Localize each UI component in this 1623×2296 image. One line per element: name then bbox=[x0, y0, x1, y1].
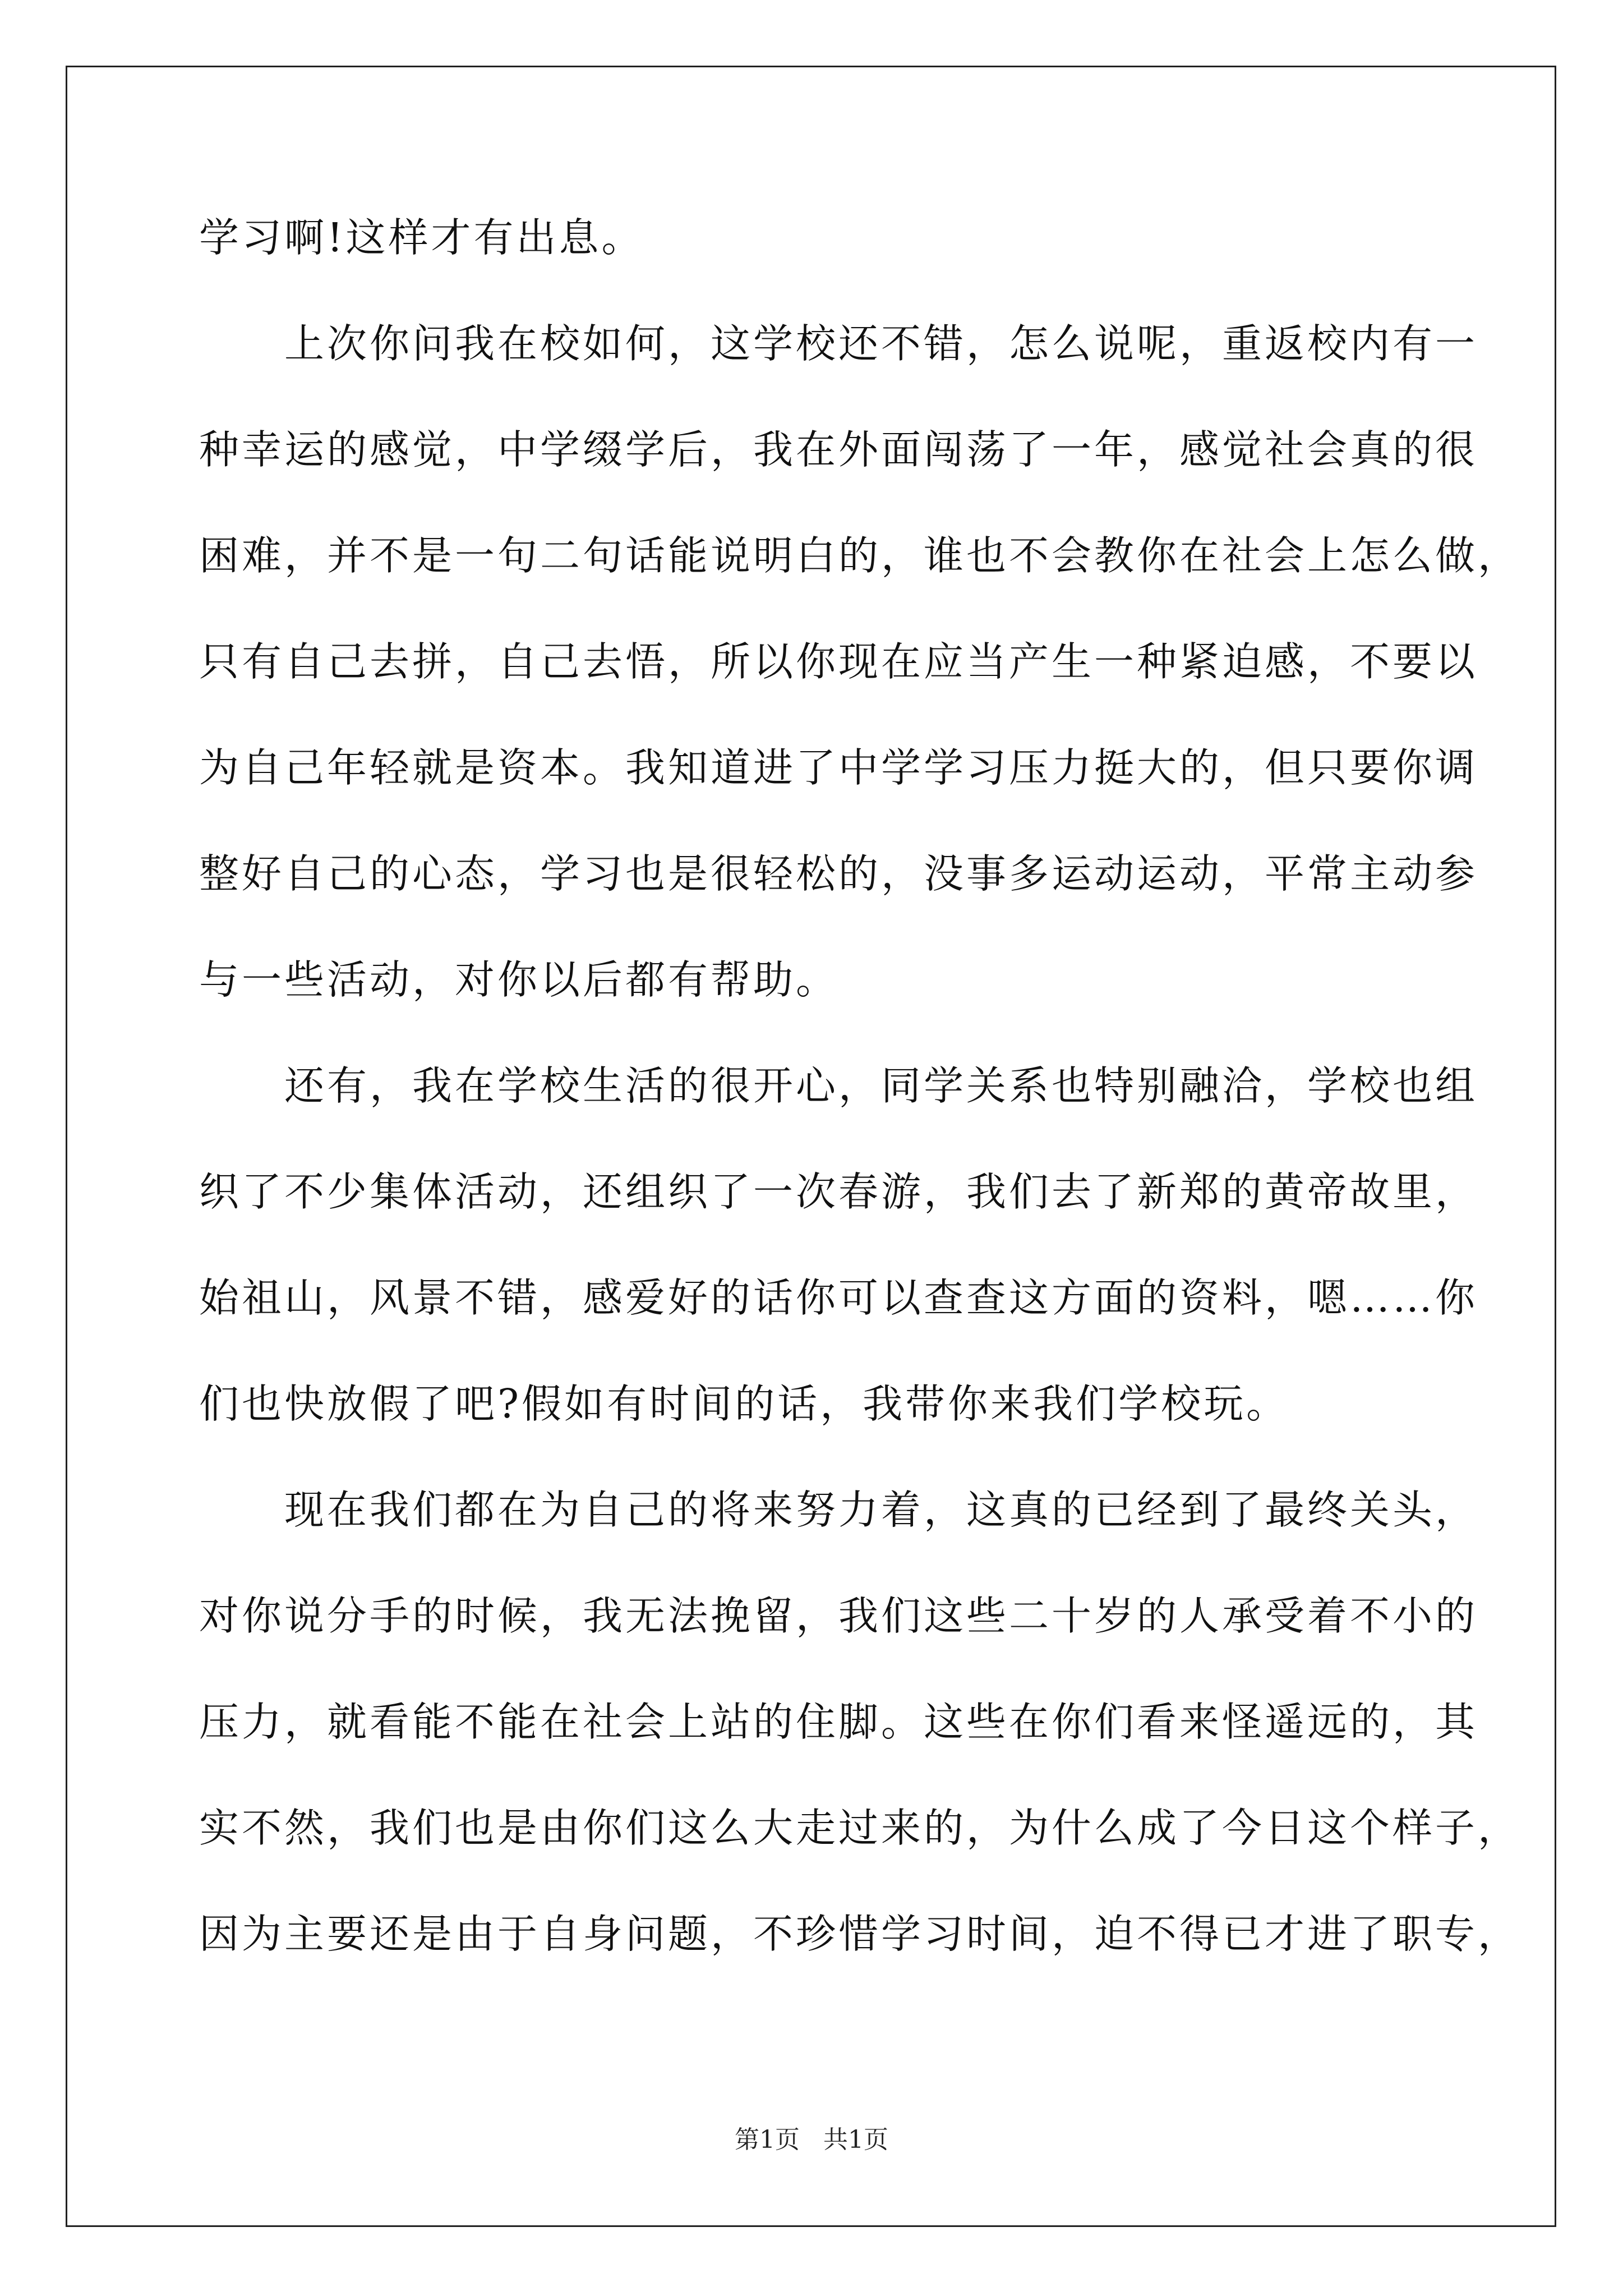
text-line: 学习啊!这样才有出息。 bbox=[199, 214, 644, 261]
page-border bbox=[66, 66, 1556, 2227]
text-line: 与一些活动，对你以后都有帮助。 bbox=[199, 956, 839, 1003]
text-line: 还有，我在学校生活的很开心，同学关系也特别融洽，学校也组 bbox=[199, 1062, 1478, 1109]
text-line: 实不然，我们也是由你们这么大走过来的，为什么成了今日这个样子， bbox=[199, 1805, 1521, 1851]
text-line: 对你说分手的时候，我无法挽留，我们这些二十岁的人承受着不小的 bbox=[199, 1593, 1478, 1639]
text-line: 因为主要还是由于自身问题，不珍惜学习时间，迫不得已才进了职专， bbox=[199, 1911, 1521, 1957]
text-line: 织了不少集体活动，还组织了一次春游，我们去了新郑的黄帝故里， bbox=[199, 1168, 1478, 1215]
text-line: 们也快放假了吧?假如有时间的话，我带你来我们学校玩。 bbox=[199, 1381, 1289, 1427]
text-line: 现在我们都在为自己的将来努力着，这真的已经到了最终关头， bbox=[199, 1487, 1478, 1533]
text-line: 压力，就看能不能在社会上站的住脚。这些在你们看来怪遥远的，其 bbox=[199, 1699, 1478, 1745]
text-line: 上次你问我在校如何，这学校还不错，怎么说呢，重返校内有一 bbox=[199, 320, 1478, 367]
text-line: 种幸运的感觉，中学缀学后，我在外面闯荡了一年，感觉社会真的很 bbox=[199, 426, 1478, 473]
text-line: 只有自己去拼，自己去悟，所以你现在应当产生一种紧迫感，不要以 bbox=[199, 638, 1478, 685]
page-number-footer: 第1页 共1页 bbox=[735, 2125, 888, 2154]
text-line: 始祖山，风景不错，感爱好的话你可以查查这方面的资料，嗯……你 bbox=[199, 1274, 1478, 1321]
text-line: 困难，并不是一句二句话能说明白的，谁也不会教你在社会上怎么做， bbox=[199, 532, 1521, 579]
text-line: 整好自己的心态，学习也是很轻松的，没事多运动运动，平常主动参 bbox=[199, 850, 1478, 897]
text-line: 为自己年轻就是资本。我知道进了中学学习压力挺大的，但只要你调 bbox=[199, 744, 1478, 791]
